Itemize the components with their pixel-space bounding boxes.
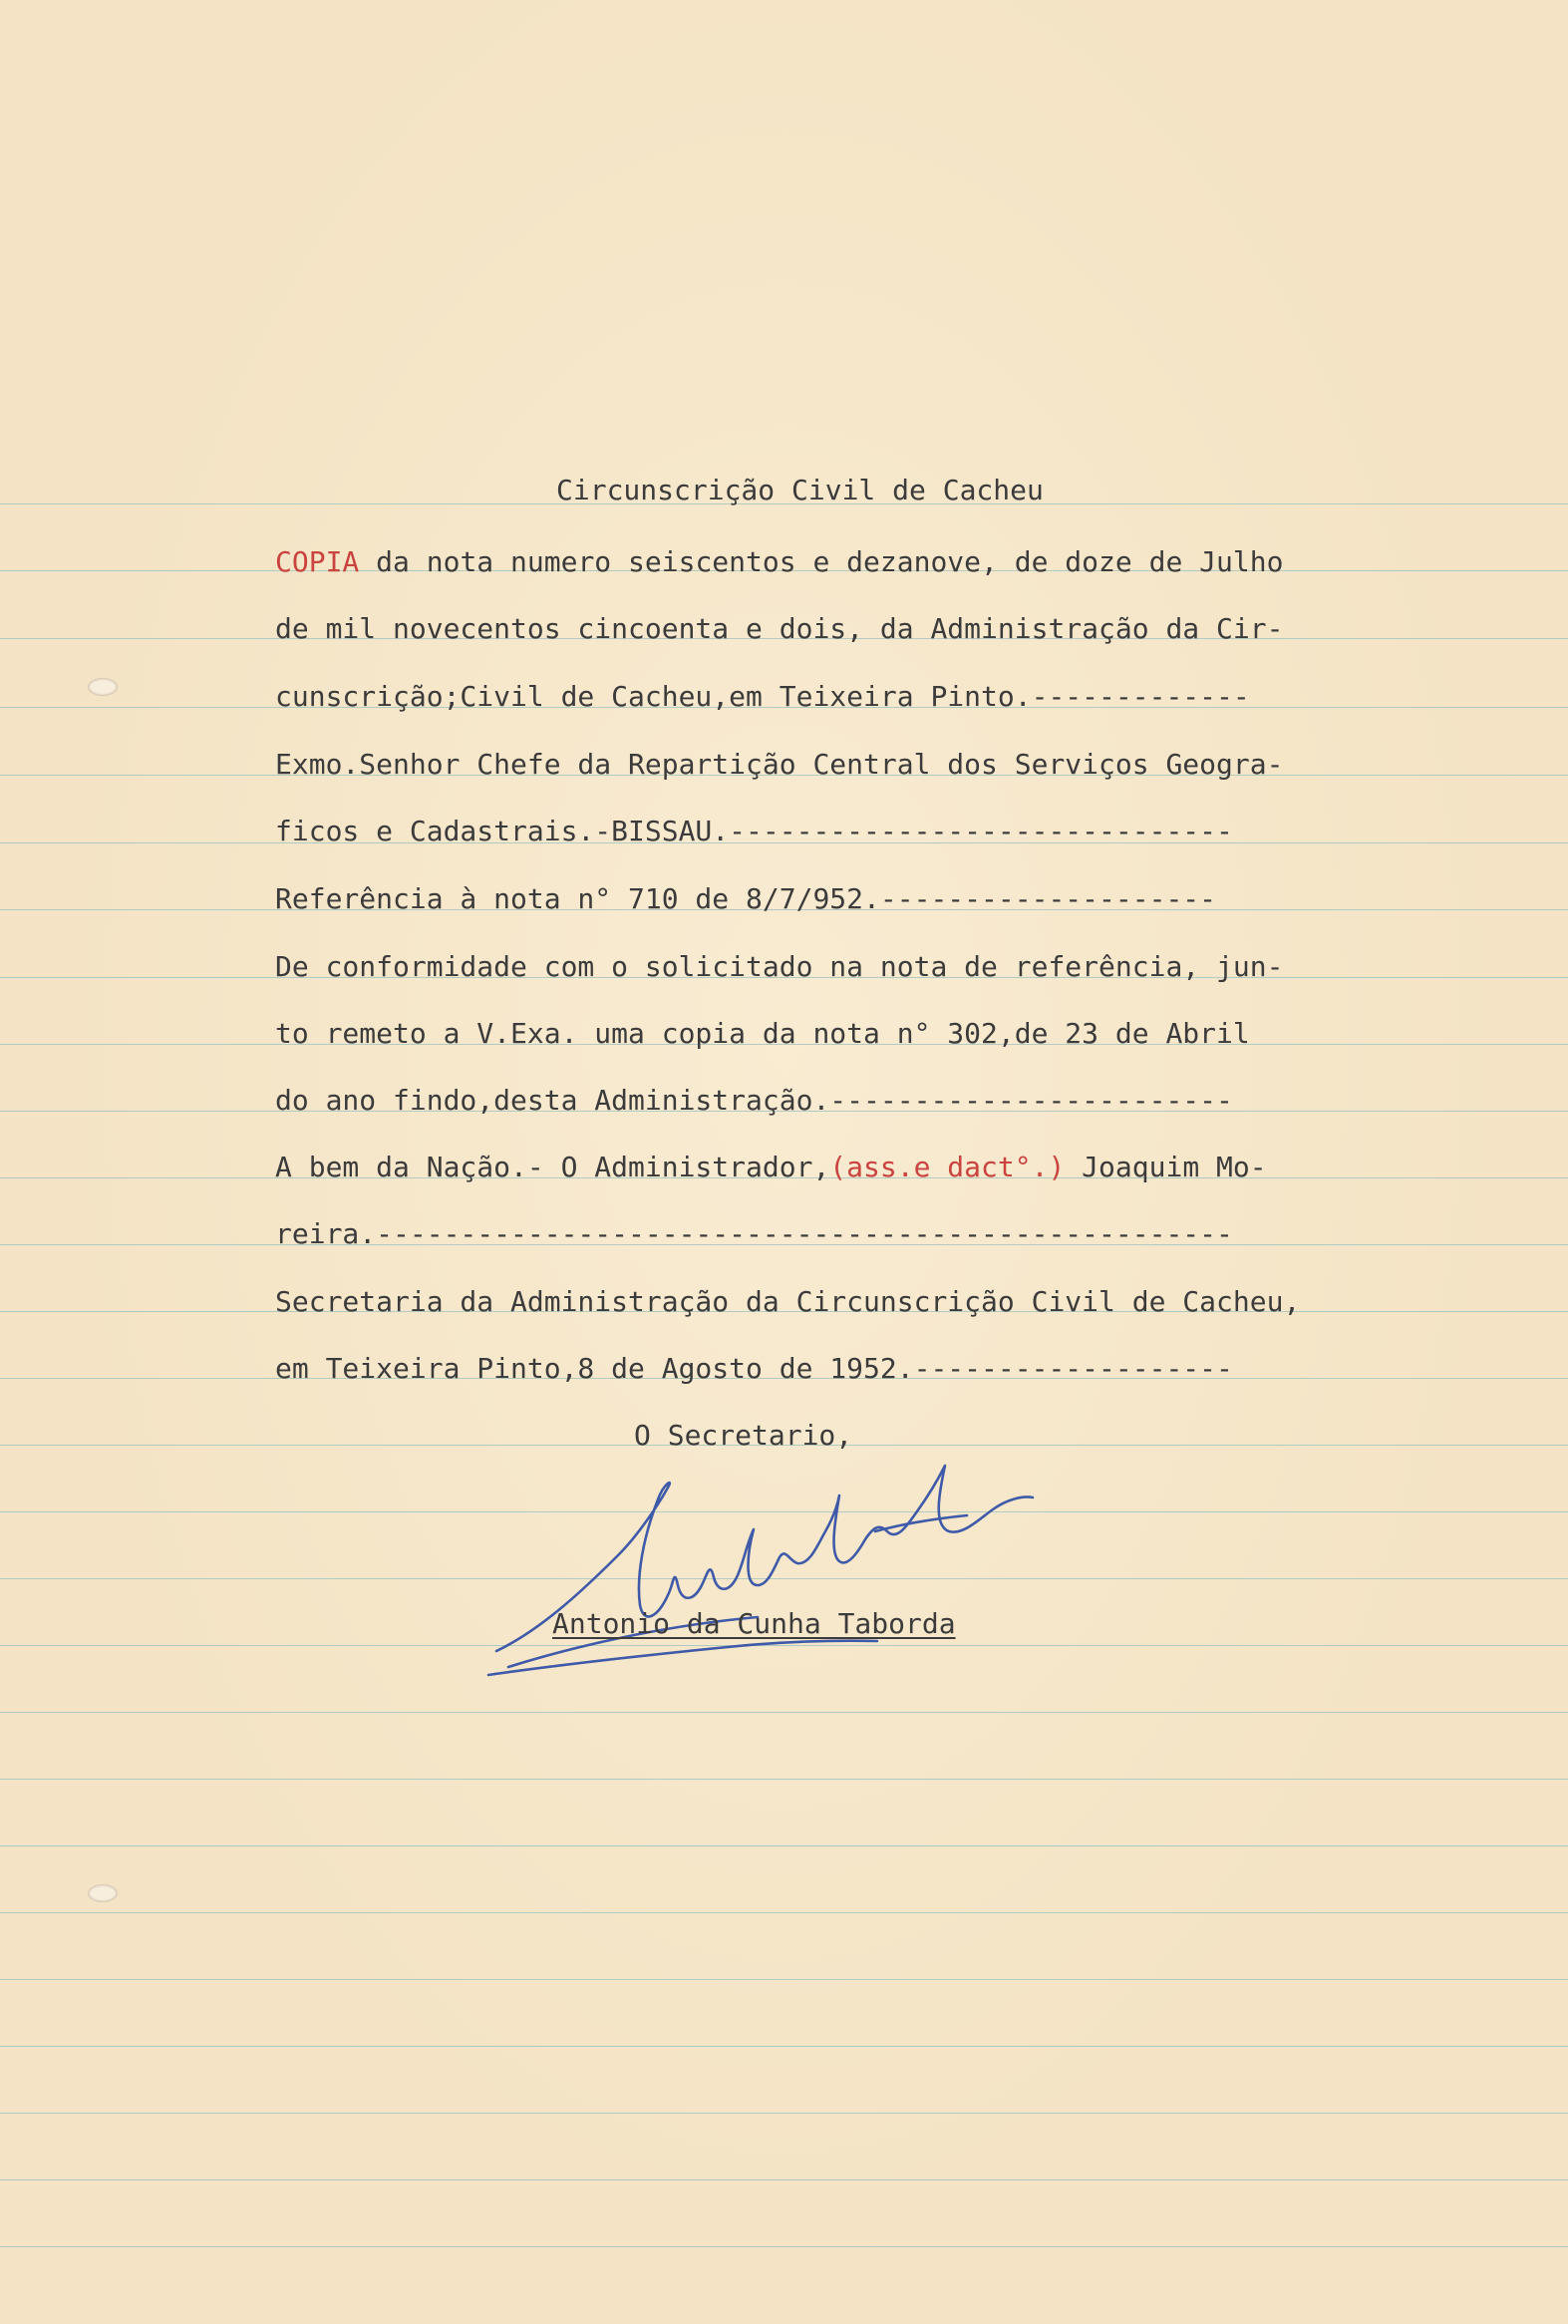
body-line-7: De conformidade com o solicitado na nota de referência, jun- — [275, 950, 1284, 983]
ruled-line — [0, 1712, 1568, 1713]
secretaria-line-1: Secretaria da Administração da Circunscrição Civil de Cacheu, — [275, 1285, 1301, 1318]
ruled-line — [0, 2046, 1568, 2047]
body-line-1-text: da nota numero seiscentos e dezanove, de doze de Julho — [359, 545, 1284, 578]
closing-red-note: (ass.e dact°.) — [829, 1151, 1066, 1183]
signatory-name: Antonio da Cunha Taborda — [552, 1607, 956, 1640]
body-line-5: ficos e Cadastrais.-BISSAU.------------------------------ — [275, 815, 1233, 847]
body-line-1 — [275, 546, 1283, 578]
ruled-line — [0, 1779, 1568, 1780]
document-heading: Circunscrição Civil de Cacheu — [556, 474, 1044, 506]
ruled-line — [0, 1845, 1568, 1846]
ruled-line — [0, 1979, 1568, 1980]
ruled-line — [0, 2246, 1568, 2247]
ruled-line — [0, 1912, 1568, 1913]
body-line-2: de mil novecentos cincoenta e dois, da Administração da Cir- — [275, 612, 1284, 645]
secretaria-line-2: em Teixeira Pinto,8 de Agosto de 1952.------------------- — [275, 1352, 1233, 1385]
closing-line-2: reira.--------------------------------------------------- — [275, 1217, 1233, 1250]
ruled-line — [0, 2113, 1568, 2114]
closing-line — [275, 1152, 1267, 1183]
body-line-3: cunscrição;Civil de Cacheu,em Teixeira Pinto.------------- — [275, 680, 1250, 713]
signatory-title: O Secretario, — [634, 1419, 853, 1452]
body-line-4: Exmo.Senhor Chefe da Repartição Central dos Serviços Geogra- — [275, 748, 1284, 781]
body-line-8: to remeto a V.Exa. uma copia da nota n° 302,de 23 de Abril — [275, 1017, 1250, 1050]
punch-hole — [88, 1884, 118, 1902]
handwritten-signature — [469, 1436, 1087, 1695]
closing-after: Joaquim Mo- — [1065, 1151, 1267, 1183]
punch-hole — [88, 678, 118, 696]
closing-before: A bem da Nação.- O Administrador, — [275, 1151, 830, 1183]
copia-label: COPIA — [275, 545, 360, 578]
ruled-line — [0, 2179, 1568, 2180]
body-line-9: do ano findo,desta Administração.------------------------ — [275, 1084, 1233, 1117]
body-line-6: Referência à nota n° 710 de 8/7/952.-------------------- — [275, 882, 1217, 915]
